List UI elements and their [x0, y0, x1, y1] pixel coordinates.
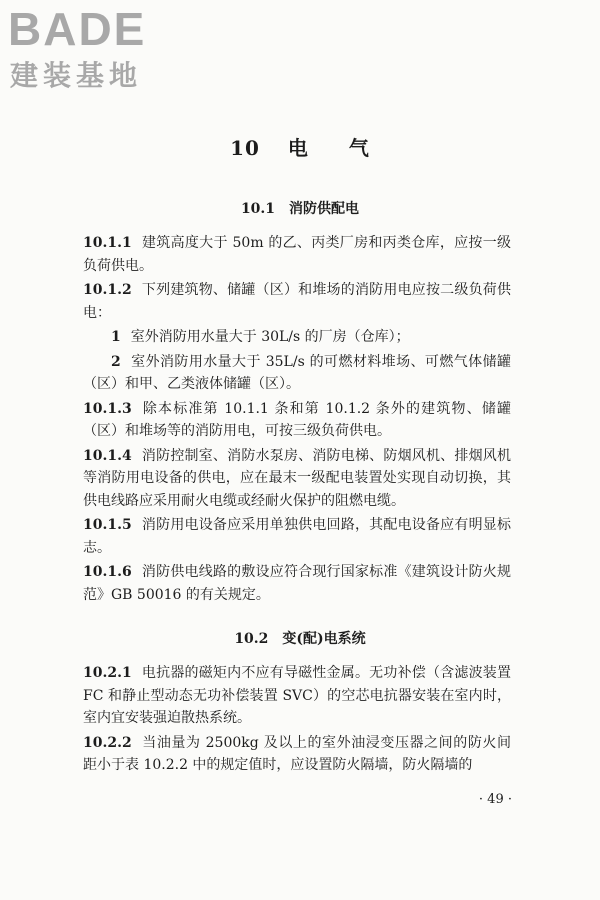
- clause-number: 10.1.4: [83, 447, 132, 464]
- clause-number: 10.1.5: [83, 517, 132, 533]
- clause-text: 消防控制室、消防水泵房、消防电梯、防烟风机、排烟风机等消防用电设备的供电，应在最末一级配电装置处实现自动切换，其供电线路应采用耐火电缆或经耐火保护的阻燃电缆。: [83, 447, 511, 509]
- item-text: 室外消防用水量大于 30L/s 的厂房（仓库）；: [130, 329, 410, 345]
- clause-number: 10.2.1: [83, 665, 132, 681]
- item-text: 室外消防用水量大于 35L/s 的可燃材料堆场、可燃气体储罐（区）和甲、乙类液体储罐（区）。: [83, 353, 511, 392]
- section-body-10-1: [83, 232, 511, 606]
- section-body-10-2: [83, 662, 511, 777]
- clause-number: 10.1.2: [83, 282, 132, 298]
- section-title-text: 变(配)电系统: [282, 631, 366, 647]
- section-title-text: 消防供配电: [289, 201, 360, 217]
- section-number: 10.2: [234, 631, 269, 647]
- section-title-10-2: [0, 628, 600, 648]
- clause-10-1-3: [83, 398, 511, 443]
- chapter-number: 10: [230, 136, 260, 160]
- clause-text: 除本标准第 10.1.1 条和第 10.1.2 条外的建筑物、储罐（区）和堆场等的消防用电，可按三级负荷供电。: [83, 400, 511, 439]
- clause-10-1-6: [83, 561, 511, 606]
- logo-wordmark: BADE: [8, 3, 147, 55]
- clause-10-1-2: [83, 279, 511, 324]
- clause-text: 消防用电设备应采用单独供电回路，其配电设备应有明显标志。: [83, 517, 511, 556]
- clause-text: 建筑高度大于 50m 的乙、丙类厂房和丙类仓库，应按一级负荷供电。: [83, 235, 511, 274]
- clause-number: 10.1.6: [83, 564, 132, 580]
- clause-number: 10.2.2: [83, 734, 132, 751]
- chapter-title-char-2: 气: [348, 136, 370, 160]
- clause-10-1-5: [83, 514, 511, 559]
- section-title-10-1: [0, 198, 600, 218]
- section-number: 10.1: [240, 201, 276, 217]
- clause-number: 10.1.1: [83, 235, 132, 251]
- clause-text: 电抗器的磁矩内不应有导磁性金属。无功补偿（含滤波装置 FC 和静止型动态无功补偿装置 SVC）的空芯电抗器安装在室内时，室内宜安装强迫散热系统。: [83, 665, 511, 726]
- clause-10-2-1: [83, 662, 511, 730]
- item-number: 2: [111, 353, 121, 370]
- page-number: · 49 ·: [478, 792, 512, 807]
- chapter-title: [0, 132, 600, 161]
- logo: [8, 4, 178, 96]
- clause-item-1: [83, 326, 511, 349]
- clause-10-1-1: [83, 232, 511, 277]
- clause-10-1-4: [83, 445, 511, 513]
- clause-10-2-2: [83, 732, 511, 777]
- clause-number: 10.1.3: [83, 400, 132, 417]
- clause-text: 当油量为 2500kg 及以上的室外油浸变压器之间的防火间距小于表 10.2.2 中的规定值时，应设置防火隔墙，防火隔墙的: [83, 734, 511, 773]
- chapter-title-char-1: 电: [287, 136, 309, 160]
- clause-text: 下列建筑物、储罐（区）和堆场的消防用电应按二级负荷供电：: [83, 282, 511, 321]
- clause-item-2: [83, 351, 511, 396]
- clause-text: 消防供电线路的敷设应符合现行国家标准《建筑设计防火规范》GB 50016 的有关规定。: [83, 564, 511, 603]
- logo-subtitle: 建装基地: [10, 59, 143, 92]
- item-number: 1: [111, 329, 121, 345]
